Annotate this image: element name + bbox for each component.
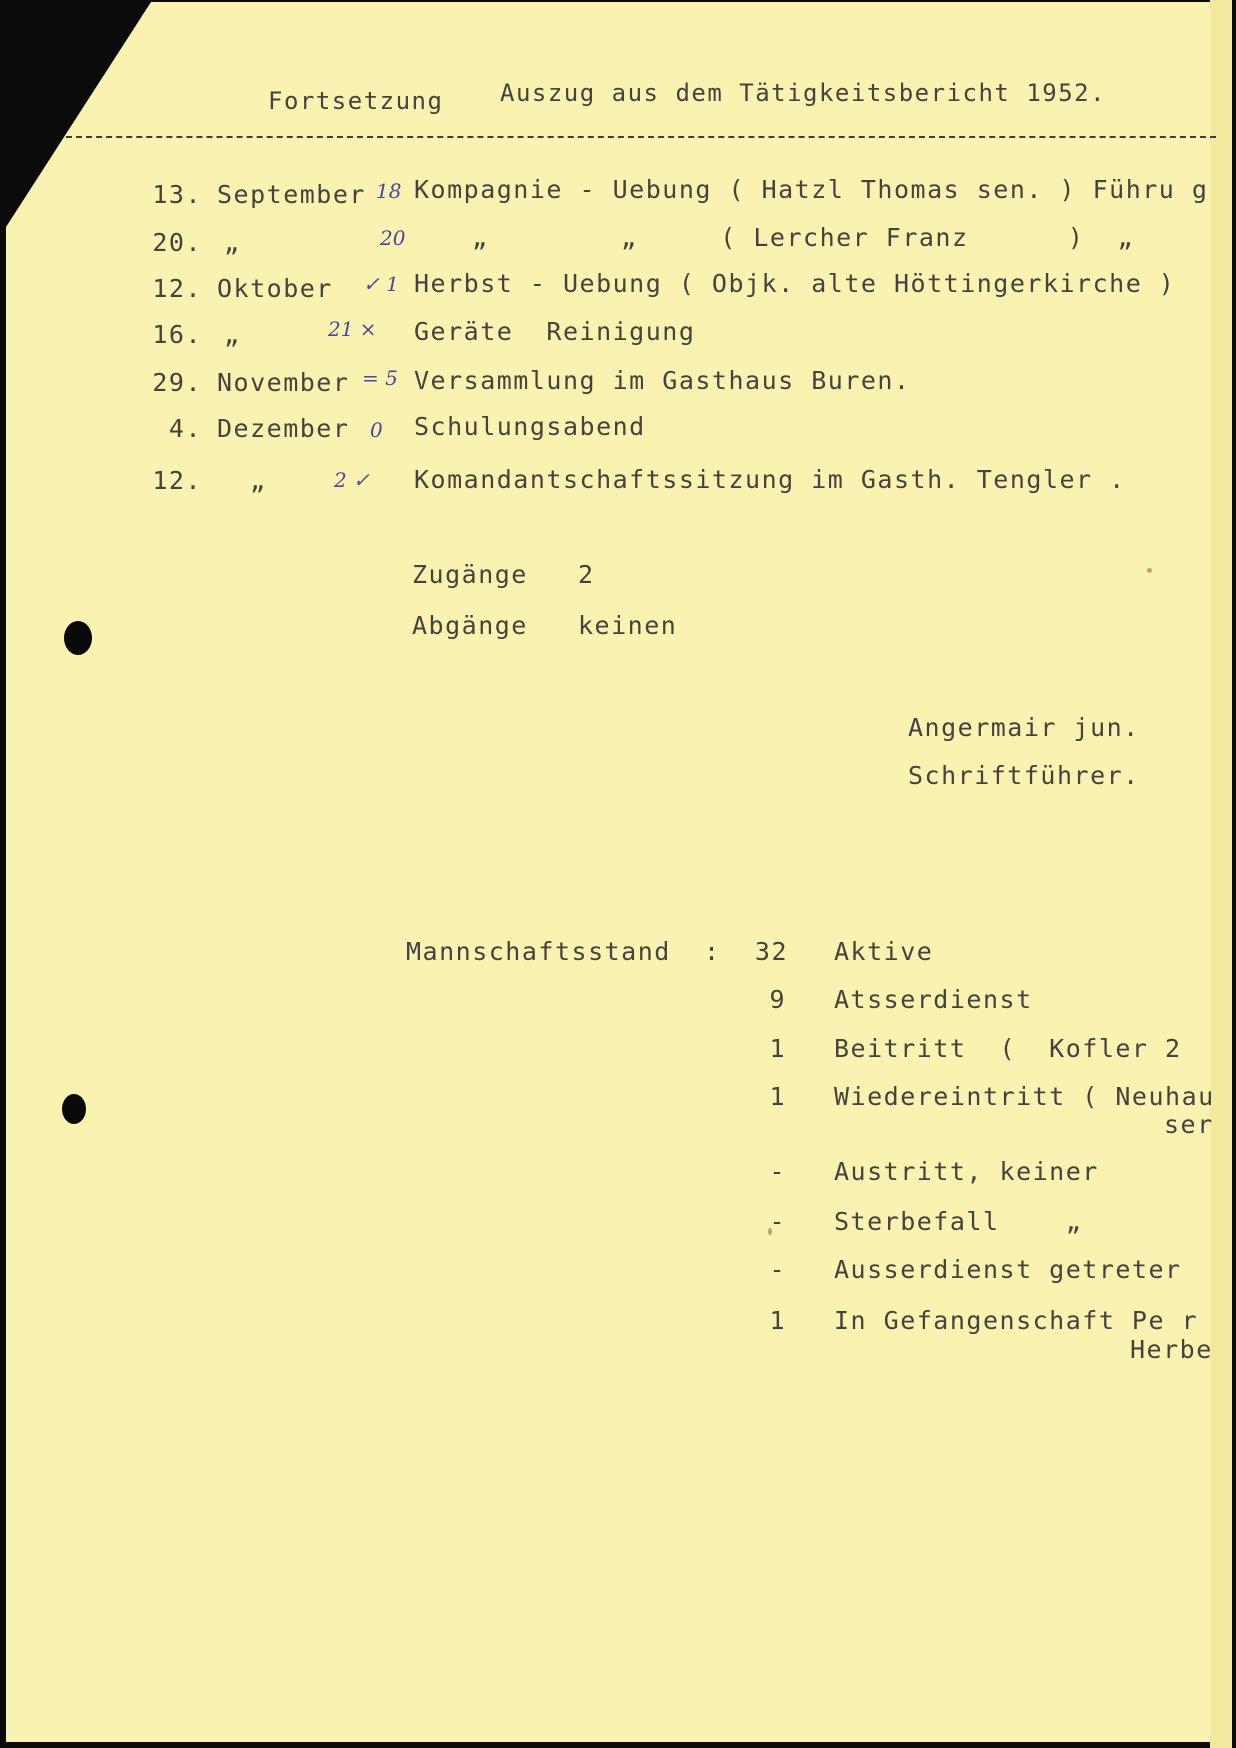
event-text: Versammlung im Gasthaus Buren. [414, 366, 911, 395]
strength-colon: : [704, 937, 721, 966]
strength-count: - [769, 1157, 786, 1186]
strength-text: Sterbefall „ [834, 1207, 1083, 1236]
handwritten-mark: ✓ 1 [363, 272, 399, 296]
stain-dot [1147, 568, 1152, 573]
header-divider [66, 136, 1216, 138]
event-month: „ [224, 228, 241, 257]
strength-text: In Gefangenschaft Pe r [834, 1306, 1199, 1335]
event-text: Komandantschaftssitzung im Gasth. Tengler . [414, 465, 1126, 494]
strength-text: Beitritt ( Kofler 2 [834, 1034, 1182, 1063]
event-text: Geräte Reinigung [414, 317, 696, 346]
handwritten-mark: 18 [376, 179, 402, 203]
change-value: keinen [578, 611, 678, 640]
change-label: Zugänge [412, 560, 528, 589]
event-month: Dezember [217, 414, 350, 443]
event-day: 16. [152, 320, 202, 349]
strength-text: Wiedereintritt ( Neuhau [834, 1082, 1215, 1111]
strength-count: 9 [769, 985, 786, 1014]
event-day: 12. [152, 274, 202, 303]
strength-text-continued: Herbe [1130, 1335, 1213, 1364]
event-month: September [217, 180, 366, 209]
strength-count: 1 [769, 1082, 786, 1111]
signature-name: Angermair jun. [908, 713, 1140, 742]
strength-text: Ausserdienst getreter [834, 1255, 1182, 1284]
handwritten-mark: 20 [380, 226, 406, 250]
strength-count: 1 [769, 1034, 786, 1063]
event-text: Herbst - Uebung ( Objk. alte Höttingerkirche ) [414, 269, 1176, 298]
handwritten-mark: 2 ✓ [334, 468, 370, 492]
event-day: 4. [168, 414, 202, 443]
handwritten-mark: = 5 [362, 366, 398, 390]
change-value: 2 [578, 560, 595, 589]
header-continuation: Fortsetzung [268, 87, 444, 115]
event-month: „ [224, 320, 241, 349]
change-label: Abgänge [412, 611, 528, 640]
strength-count: 32 [754, 937, 788, 966]
strength-text: Austritt, keiner [834, 1157, 1099, 1186]
event-text: Kompagnie - Uebung ( Hatzl Thomas sen. ) Führu g [414, 175, 1209, 204]
handwritten-mark: 0 [370, 418, 383, 442]
strength-text: Atsserdienst [834, 985, 1033, 1014]
event-month: Oktober [217, 274, 333, 303]
event-day: 12. [152, 466, 202, 495]
handwritten-mark: 21 × [328, 317, 377, 341]
strength-count: 1 [769, 1306, 786, 1335]
event-month: November [217, 368, 350, 397]
strength-count: - [769, 1207, 786, 1236]
event-month: „ [250, 466, 267, 495]
event-day: 29. [152, 368, 202, 397]
event-text: „ „ ( Lercher Franz ) „ [472, 223, 1135, 252]
event-day: 13. [152, 180, 202, 209]
strength-count: - [769, 1255, 786, 1284]
paper-edge [1210, 0, 1232, 1748]
punch-hole-bottom [62, 1094, 86, 1124]
paper-sheet [6, 2, 1232, 1742]
strength-label: Mannschaftsstand [406, 937, 671, 966]
punch-hole-top [64, 621, 92, 655]
header-title: Auszug aus dem Tätigkeitsbericht 1952. [500, 79, 1107, 107]
event-text: Schulungsabend [414, 412, 646, 441]
strength-text-continued: ser [1164, 1110, 1214, 1139]
strength-text: Aktive [834, 937, 934, 966]
event-day: 20. [152, 228, 202, 257]
signature-role: Schriftführer. [908, 761, 1140, 790]
